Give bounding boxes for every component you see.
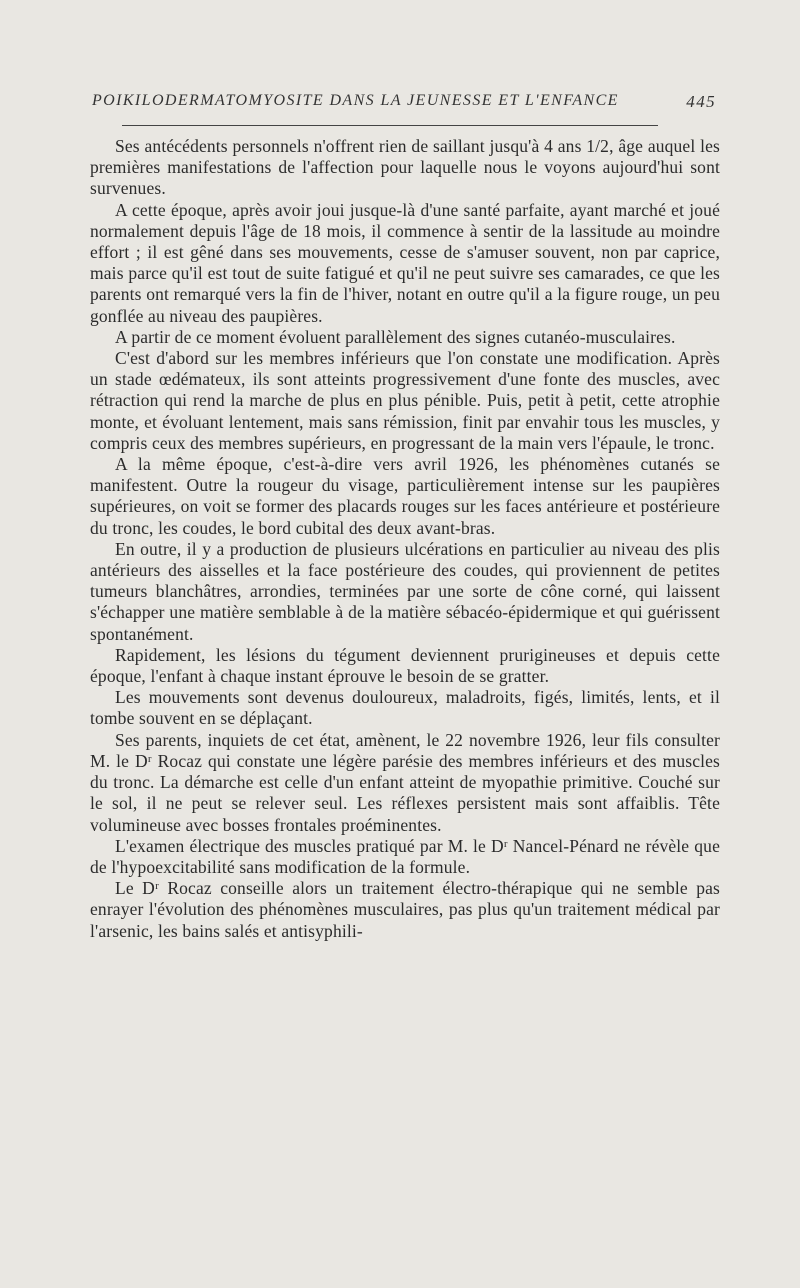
paragraph: A partir de ce moment évoluent parallèlement des signes cutanéo-musculaires. [115, 326, 676, 347]
header-rule [122, 125, 658, 126]
running-title: POIKILODERMATOMYOSITE DANS LA JEUNESSE ET L'ENFANCE [92, 92, 619, 109]
page-number: 445 [686, 92, 716, 111]
paragraph: A la même époque, c'est-à-dire vers avril 1926, les phénomènes cutanés se manifestent. Outre la rougeur du visage, particulièrement intense sur les paupières supérieures, on voit se former des placards rouges sur les faces antérieure et postérieure du tronc, les coudes, le bord cubital des deux avant-bras. [90, 454, 720, 538]
paragraph: Les mouvements sont devenus douloureux, maladroits, figés, limités, lents, et il tombe souvent en se déplaçant. [90, 687, 720, 729]
running-header [92, 92, 716, 114]
paragraph: Rapidement, les lésions du tégument deviennent prurigineuses et depuis cette époque, l'enfant à chaque instant éprouve le besoin de se gratter. [90, 644, 720, 687]
paragraph: A cette époque, après avoir joui jusque-là d'une santé parfaite, ayant marché et joué normalement depuis l'âge de 18 mois, il commence à sentir de la lassitude au moindre effort ; il est gêné dans ses mouvements, cesse de s'amuser souvent, non par caprice, mais parce qu'il est tout de suite fatigué et qu'il ne peut suivre ses camarades, ce que les parents ont remarqué vers la fin de l'hiver, notant en outre qu'il a la figure rouge, un peu gonflée au niveau des paupières. [90, 199, 720, 326]
paragraph: C'est d'abord sur les membres inférieurs que l'on constate une modification. Après un stade œdémateux, ils sont atteints progressivement d'une fonte des muscles, avec rétraction qui rend la marche de plus en plus pénible. Puis, petit à petit, cette atrophie monte, et évoluant lentement, mais sans rémission, finit par envahir tous les muscles, y compris ceux des membres supérieurs, en progressant de la main vers l'épaule, le tronc. [90, 348, 720, 453]
paragraph: Le Dʳ Rocaz conseille alors un traitement électro-thérapique qui ne semble pas enrayer l'évolution des phénomènes musculaires, pas plus qu'un traitement médical par l'arsenic, les bains salés et antisyphili- [90, 878, 720, 941]
paragraph: En outre, il y a production de plusieurs ulcérations en particulier au niveau des plis antérieurs des aisselles et la face postérieure des coudes, qui proviennent de petites tumeurs blanchâtres, arrondies, terminées par une sorte de cône corné, qui laissent s'échapper une matière semblable à de la matière sébacéo-épidermique et qui guérissent spontanément. [90, 538, 720, 644]
paragraph: L'examen électrique des muscles pratiqué par M. le Dʳ Nancel-Pénard ne révèle que de l'hypoexcitabilité sans modification de la formule. [90, 835, 720, 877]
body-text [90, 136, 720, 942]
paragraph: Ses parents, inquiets de cet état, amènent, le 22 novembre 1926, leur fils consulter M. le Dʳ Rocaz qui constate une légère parésie des membres inférieurs et des muscles du tronc. La démarche est celle d'un enfant atteint de myopathie primitive. Couché sur le sol, il ne peut se relever seul. Les réflexes persistent mais sont affaiblis. Tête volumineuse avec bosses frontales proéminentes. [90, 729, 720, 835]
paragraph: Ses antécédents personnels n'offrent rien de saillant jusqu'à 4 ans 1/2, âge auquel les premières manifestations de l'affection pour laquelle nous le voyons aujourd'hui sont survenues. [90, 136, 720, 199]
